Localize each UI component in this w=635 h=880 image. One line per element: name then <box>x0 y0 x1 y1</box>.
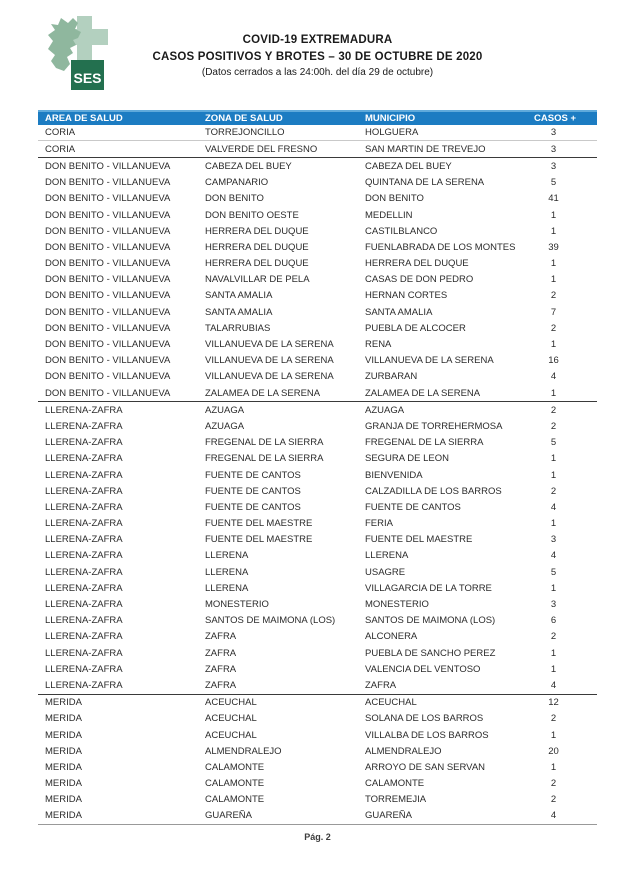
cell-casos: 1 <box>550 339 557 351</box>
cell-zona: SANTA AMALIA <box>205 290 273 302</box>
cell-zona: SANTA AMALIA <box>205 306 273 318</box>
table-row <box>38 256 597 272</box>
cell-zona: VILLANUEVA DE LA SERENA <box>205 339 334 351</box>
cell-casos: 5 <box>550 566 557 578</box>
cell-zona: FUENTE DE CANTOS <box>205 501 301 513</box>
table-row <box>38 272 597 288</box>
cell-casos: 5 <box>550 177 557 189</box>
cell-area: DON BENITO - VILLANUEVA <box>45 355 171 367</box>
table-row <box>38 385 597 401</box>
cell-area: LLERENA-ZAFRA <box>45 663 123 675</box>
cell-casos: 2 <box>550 631 557 643</box>
cell-casos: 2 <box>550 713 557 725</box>
cell-municipio: ALCONERA <box>365 631 418 643</box>
report-data-note: (Datos cerrados a las 24:00h. del día 29 de octubre) <box>201 67 434 79</box>
cell-municipio: MEDELLIN <box>365 209 413 221</box>
cell-municipio: CASTILBLANCO <box>365 225 438 237</box>
table-row <box>38 158 597 174</box>
report-header <box>0 32 635 81</box>
cell-area: DON BENITO - VILLANUEVA <box>45 225 171 237</box>
cell-municipio: HERRERA DEL DUQUE <box>365 258 469 270</box>
cell-area: LLERENA-ZAFRA <box>45 501 123 513</box>
table-row <box>38 792 597 808</box>
table-row <box>38 695 597 711</box>
cell-municipio: PUEBLA DE SANCHO PEREZ <box>365 647 496 659</box>
cell-area: DON BENITO - VILLANUEVA <box>45 322 171 334</box>
cell-casos: 1 <box>550 453 557 465</box>
cell-zona: ZALAMEA DE LA SERENA <box>205 387 321 399</box>
cell-municipio: VILLANUEVA DE LA SERENA <box>365 355 494 367</box>
cell-casos: 2 <box>550 485 557 497</box>
cell-zona: ZAFRA <box>205 679 237 691</box>
cell-zona: TALARRUBIAS <box>205 322 271 334</box>
area-group <box>38 695 597 826</box>
cell-casos: 16 <box>548 355 559 367</box>
cell-casos: 1 <box>550 582 557 594</box>
cell-zona: ACEUCHAL <box>205 713 257 725</box>
cell-area: DON BENITO - VILLANUEVA <box>45 290 171 302</box>
cell-municipio: ARROYO DE SAN SERVAN <box>365 761 486 773</box>
cell-municipio: CALAMONTE <box>365 778 425 790</box>
cell-casos: 2 <box>550 778 557 790</box>
table-row <box>38 304 597 320</box>
cell-area: LLERENA-ZAFRA <box>45 631 123 643</box>
cell-area: MERIDA <box>45 778 82 790</box>
cell-municipio: ZAFRA <box>365 679 397 691</box>
table-body <box>38 125 597 825</box>
cell-casos: 4 <box>550 550 557 562</box>
cell-zona: ZAFRA <box>205 647 237 659</box>
table-row <box>38 629 597 645</box>
table-header-row <box>38 110 597 125</box>
cell-municipio: CABEZA DEL BUEY <box>365 160 452 172</box>
cell-municipio: SEGURA DE LEON <box>365 453 449 465</box>
cell-area: DON BENITO - VILLANUEVA <box>45 193 171 205</box>
cell-casos: 2 <box>550 322 557 334</box>
cell-area: CORIA <box>45 127 76 139</box>
cell-zona: AZUAGA <box>205 420 245 432</box>
cell-casos: 1 <box>550 258 557 270</box>
cell-casos: 3 <box>550 127 557 139</box>
cell-municipio: ACEUCHAL <box>365 697 417 709</box>
page-number: Pág. 2 <box>304 832 331 842</box>
report-subtitle-date: CASOS POSITIVOS Y BROTES – 30 DE OCTUBRE DE 2020 <box>152 50 483 63</box>
cell-municipio: SOLANA DE LOS BARROS <box>365 713 484 725</box>
cell-municipio: AZUAGA <box>365 404 405 416</box>
cell-casos: 2 <box>550 404 557 416</box>
cell-municipio: FERIA <box>365 518 393 530</box>
cell-area: LLERENA-ZAFRA <box>45 534 123 546</box>
area-group <box>38 125 597 158</box>
cell-area: DON BENITO - VILLANUEVA <box>45 258 171 270</box>
cell-casos: 20 <box>548 745 559 757</box>
table-row <box>38 580 597 596</box>
cell-casos: 3 <box>550 599 557 611</box>
cell-zona: FUENTE DE CANTOS <box>205 469 301 481</box>
table-row <box>38 239 597 255</box>
cell-casos: 1 <box>550 274 557 286</box>
cell-casos: 3 <box>550 143 557 155</box>
column-header-area: AREA DE SALUD <box>45 113 123 124</box>
cell-area: LLERENA-ZAFRA <box>45 647 123 659</box>
table-row <box>38 483 597 499</box>
cell-municipio: USAGRE <box>365 566 406 578</box>
table-row <box>38 516 597 532</box>
cell-area: LLERENA-ZAFRA <box>45 404 123 416</box>
table-row <box>38 532 597 548</box>
table-row <box>38 435 597 451</box>
cell-zona: VALVERDE DEL FRESNO <box>205 143 318 155</box>
cell-municipio: BIENVENIDA <box>365 469 423 481</box>
cell-municipio: CASAS DE DON PEDRO <box>365 274 474 286</box>
cell-area: MERIDA <box>45 810 82 822</box>
cell-zona: CABEZA DEL BUEY <box>205 160 292 172</box>
table-row <box>38 288 597 304</box>
cell-area: DON BENITO - VILLANUEVA <box>45 306 171 318</box>
cell-casos: 41 <box>548 193 559 205</box>
cell-municipio: RENA <box>365 339 392 351</box>
cell-zona: HERRERA DEL DUQUE <box>205 258 309 270</box>
cell-municipio: ZURBARAN <box>365 371 418 383</box>
table-row <box>38 499 597 515</box>
cell-zona: LLERENA <box>205 582 249 594</box>
cell-zona: FREGENAL DE LA SIERRA <box>205 437 324 449</box>
cell-zona: FUENTE DE CANTOS <box>205 485 301 497</box>
cell-casos: 3 <box>550 160 557 172</box>
cell-municipio: VILLALBA DE LOS BARROS <box>365 729 489 741</box>
cell-casos: 4 <box>550 501 557 513</box>
cell-zona: CALAMONTE <box>205 778 265 790</box>
cell-municipio: ZALAMEA DE LA SERENA <box>365 387 481 399</box>
cell-area: DON BENITO - VILLANUEVA <box>45 160 171 172</box>
cell-area: MERIDA <box>45 794 82 806</box>
table-row <box>38 175 597 191</box>
cell-zona: HERRERA DEL DUQUE <box>205 225 309 237</box>
cell-area: LLERENA-ZAFRA <box>45 437 123 449</box>
cell-zona: DON BENITO OESTE <box>205 209 299 221</box>
table-row <box>38 320 597 336</box>
cell-municipio: HOLGUERA <box>365 127 419 139</box>
cell-casos: 1 <box>550 387 557 399</box>
table-row <box>38 743 597 759</box>
cell-zona: MONESTERIO <box>205 599 269 611</box>
cell-zona: HERRERA DEL DUQUE <box>205 241 309 253</box>
table-row <box>38 402 597 418</box>
cell-zona: VILLANUEVA DE LA SERENA <box>205 371 334 383</box>
cell-zona: ZAFRA <box>205 663 237 675</box>
cell-zona: LLERENA <box>205 566 249 578</box>
cell-area: LLERENA-ZAFRA <box>45 420 123 432</box>
table-row <box>38 711 597 727</box>
cell-zona: SANTOS DE MAIMONA (LOS) <box>205 615 336 627</box>
cell-municipio: GRANJA DE TORREHERMOSA <box>365 420 503 432</box>
cell-municipio: SANTA AMALIA <box>365 306 433 318</box>
cell-zona: AZUAGA <box>205 404 245 416</box>
cell-area: MERIDA <box>45 761 82 773</box>
cell-casos: 1 <box>550 469 557 481</box>
cell-zona: NAVALVILLAR DE PELA <box>205 274 310 286</box>
cell-casos: 2 <box>550 420 557 432</box>
cell-municipio: MONESTERIO <box>365 599 429 611</box>
cell-casos: 2 <box>550 794 557 806</box>
table-row <box>38 223 597 239</box>
cell-municipio: SAN MARTIN DE TREVEJO <box>365 143 486 155</box>
table-row <box>38 369 597 385</box>
cell-casos: 1 <box>550 518 557 530</box>
cell-municipio: DON BENITO <box>365 193 424 205</box>
cell-casos: 1 <box>550 209 557 221</box>
cell-municipio: QUINTANA DE LA SERENA <box>365 177 485 189</box>
table-row <box>38 418 597 434</box>
cell-casos: 1 <box>550 647 557 659</box>
cell-area: LLERENA-ZAFRA <box>45 485 123 497</box>
cell-area: MERIDA <box>45 745 82 757</box>
cell-municipio: VILLAGARCIA DE LA TORRE <box>365 582 492 594</box>
cell-municipio: SANTOS DE MAIMONA (LOS) <box>365 615 496 627</box>
cell-zona: FUENTE DEL MAESTRE <box>205 534 313 546</box>
cell-casos: 7 <box>550 306 557 318</box>
cell-area: LLERENA-ZAFRA <box>45 566 123 578</box>
cell-municipio: LLERENA <box>365 550 409 562</box>
cell-zona: FREGENAL DE LA SIERRA <box>205 453 324 465</box>
cell-area: DON BENITO - VILLANUEVA <box>45 177 171 189</box>
cell-area: DON BENITO - VILLANUEVA <box>45 371 171 383</box>
cell-area: CORIA <box>45 143 76 155</box>
cell-area: MERIDA <box>45 729 82 741</box>
table-row <box>38 564 597 580</box>
cell-casos: 39 <box>548 241 559 253</box>
cell-municipio: HERNAN CORTES <box>365 290 448 302</box>
cell-zona: ACEUCHAL <box>205 697 257 709</box>
cell-casos: 2 <box>550 290 557 302</box>
cell-zona: CAMPANARIO <box>205 177 269 189</box>
cell-area: LLERENA-ZAFRA <box>45 518 123 530</box>
table-row <box>38 141 597 157</box>
cell-zona: ALMENDRALEJO <box>205 745 282 757</box>
cell-area: LLERENA-ZAFRA <box>45 679 123 691</box>
cell-casos: 1 <box>550 729 557 741</box>
table-row <box>38 808 597 824</box>
cell-zona: VILLANUEVA DE LA SERENA <box>205 355 334 367</box>
cell-area: MERIDA <box>45 697 82 709</box>
cell-area: DON BENITO - VILLANUEVA <box>45 387 171 399</box>
cell-casos: 5 <box>550 437 557 449</box>
cell-casos: 4 <box>550 810 557 822</box>
cell-municipio: VALENCIA DEL VENTOSO <box>365 663 481 675</box>
table-row <box>38 336 597 352</box>
cell-zona: ACEUCHAL <box>205 729 257 741</box>
table-row <box>38 759 597 775</box>
cell-area: DON BENITO - VILLANUEVA <box>45 241 171 253</box>
table-row <box>38 661 597 677</box>
cell-municipio: GUAREÑA <box>365 810 412 822</box>
table-row <box>38 353 597 369</box>
cell-zona: TORREJONCILLO <box>205 127 285 139</box>
cell-zona: DON BENITO <box>205 193 264 205</box>
cell-area: LLERENA-ZAFRA <box>45 469 123 481</box>
table-row <box>38 467 597 483</box>
logo-ses-text: SES <box>73 70 102 86</box>
table-row <box>38 613 597 629</box>
cell-area: DON BENITO - VILLANUEVA <box>45 209 171 221</box>
table-row <box>38 207 597 223</box>
cell-area: DON BENITO - VILLANUEVA <box>45 274 171 286</box>
cell-area: LLERENA-ZAFRA <box>45 582 123 594</box>
cell-zona: FUENTE DEL MAESTRE <box>205 518 313 530</box>
table-row <box>38 125 597 141</box>
cell-municipio: FUENTE DE CANTOS <box>365 501 461 513</box>
cell-zona: GUAREÑA <box>205 810 252 822</box>
cell-casos: 4 <box>550 679 557 691</box>
cell-municipio: FUENTE DEL MAESTRE <box>365 534 473 546</box>
cell-area: LLERENA-ZAFRA <box>45 615 123 627</box>
table-row <box>38 645 597 661</box>
cell-municipio: FREGENAL DE LA SIERRA <box>365 437 484 449</box>
cell-zona: CALAMONTE <box>205 794 265 806</box>
cell-zona: LLERENA <box>205 550 249 562</box>
table-row <box>38 776 597 792</box>
table-row <box>38 596 597 612</box>
cell-casos: 3 <box>550 534 557 546</box>
cell-casos: 4 <box>550 371 557 383</box>
column-header-zona: ZONA DE SALUD <box>205 113 283 124</box>
cell-area: LLERENA-ZAFRA <box>45 599 123 611</box>
cell-casos: 1 <box>550 663 557 675</box>
cell-municipio: FUENLABRADA DE LOS MONTES <box>365 241 516 253</box>
area-group <box>38 402 597 694</box>
cell-casos: 1 <box>550 761 557 773</box>
table-row <box>38 677 597 693</box>
cell-area: MERIDA <box>45 713 82 725</box>
table-row <box>38 191 597 207</box>
cell-municipio: TORREMEJIA <box>365 794 427 806</box>
column-header-casos: CASOS + <box>534 113 576 124</box>
cell-area: DON BENITO - VILLANUEVA <box>45 339 171 351</box>
table-row <box>38 451 597 467</box>
column-header-municipio: MUNICIPIO <box>365 113 416 124</box>
cell-zona: ZAFRA <box>205 631 237 643</box>
cell-municipio: PUEBLA DE ALCOCER <box>365 322 466 334</box>
cell-area: LLERENA-ZAFRA <box>45 453 123 465</box>
cases-table <box>38 110 597 825</box>
cell-area: LLERENA-ZAFRA <box>45 550 123 562</box>
cell-casos: 1 <box>550 225 557 237</box>
cell-zona: CALAMONTE <box>205 761 265 773</box>
report-title: COVID-19 EXTREMADURA <box>242 34 393 46</box>
cell-municipio: ALMENDRALEJO <box>365 745 442 757</box>
cell-casos: 12 <box>548 697 559 709</box>
area-group <box>38 158 597 402</box>
cell-municipio: CALZADILLA DE LOS BARROS <box>365 485 502 497</box>
cell-casos: 6 <box>550 615 557 627</box>
table-row <box>38 727 597 743</box>
table-row <box>38 548 597 564</box>
